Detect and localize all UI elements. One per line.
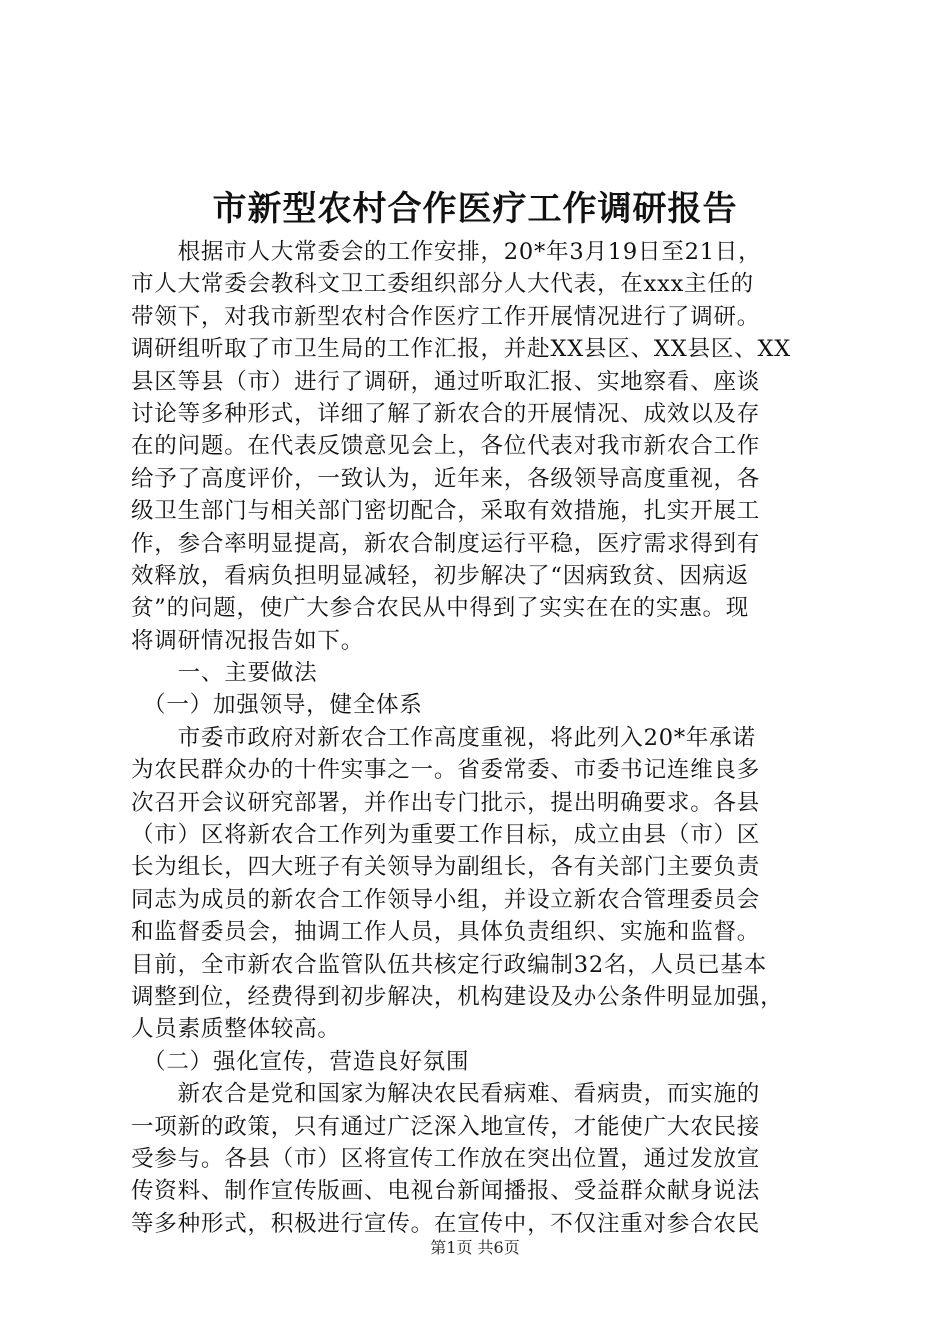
text-line: 为农民群众办的十件实事之一。省委常委、市委书记连维良多 [131,757,761,784]
text-line: 级卫生部门与相关部门密切配合，采取有效措施，扎实开展工 [131,498,761,525]
text-line: 效释放，看病负担明显减轻，初步解决了“因病致贫、因病返 [131,562,750,589]
text-line: 在的问题。在代表反馈意见会上，各位代表对我市新农合工作 [131,433,761,460]
text-line: 贫”的问题，使广大参合农民从中得到了实实在在的实惠。现 [131,595,750,622]
text-line: 和监督委员会，抽调工作人员，具体负责组织、实施和监督。 [131,919,761,946]
text-line: 新农合是党和国家为解决农民看病难、看病贵，而实施的 [131,1081,761,1108]
text-line: 给予了高度评价，一致认为，近年来，各级领导高度重视，各 [131,465,761,492]
text-line: 市委市政府对新农合工作高度重视，将此列入20*年承诺 [131,724,756,751]
text-line: 根据市人大常委会的工作安排，20*年3月19日至21日， [131,239,762,265]
page-footer: 第1页 共6页 [430,1238,520,1257]
text-line: 人员素质整体较高。 [131,1016,341,1043]
text-line: 讨论等多种形式，详细了解了新农合的开展情况、成效以及存 [131,400,761,427]
text-line: （市）区将新农合工作列为重要工作目标，成立由县（市）区 [131,822,761,849]
text-line: 等多种形式，积极进行宣传。在宣传中，不仅注重对参合农民 [131,1210,761,1237]
text-line: 目前，全市新农合监管队伍共核定行政编制32名，人员已基本 [131,951,768,978]
text-line: 一项新的政策，只有通过广泛深入地宣传，才能使广大农民接 [131,1113,761,1140]
text-line: （一）加强领导，健全体系 [131,692,423,719]
text-line: 带领下，对我市新型农村合作医疗工作开展情况进行了调研。 [131,303,761,330]
text-line: 传资料、制作宣传版画、电视台新闻播报、受益群众献身说法 [131,1178,761,1205]
text-line: 县区等县（市）进行了调研，通过听取汇报、实地察看、座谈 [131,368,761,395]
text-line: 同志为成员的新农合工作领导小组，并设立新农合管理委员会 [131,886,761,913]
text-line: 次召开会议研究部署，并作出专门批示，提出明确要求。各县 [131,789,761,816]
text-line: （二）强化宣传，营造良好氛围 [131,1048,470,1075]
text-line: 将调研情况报告如下。 [131,627,365,654]
text-line: 调整到位，经费得到初步解决，机构建设及办公条件明显加强， [131,983,784,1010]
text-line: 受参与。各县（市）区将宣传工作放在突出位置，通过发放宣 [131,1145,761,1172]
text-line: 作，参合率明显提高，新农合制度运行平稳，医疗需求得到有 [131,530,761,557]
text-line: 调研组听取了市卫生局的工作汇报，并赴XX县区、XX县区、XX [131,336,792,363]
text-line: 长为组长，四大班子有关领导为副组长，各有关部门主要负责 [131,854,761,881]
text-line: 市人大常委会教科文卫工委组织部分人大代表，在xxx主任的 [131,271,754,298]
document-title: 市新型农村合作医疗工作调研报告 [212,189,738,229]
document-body [131,236,831,1240]
text-line: 一、主要做法 [131,660,318,687]
